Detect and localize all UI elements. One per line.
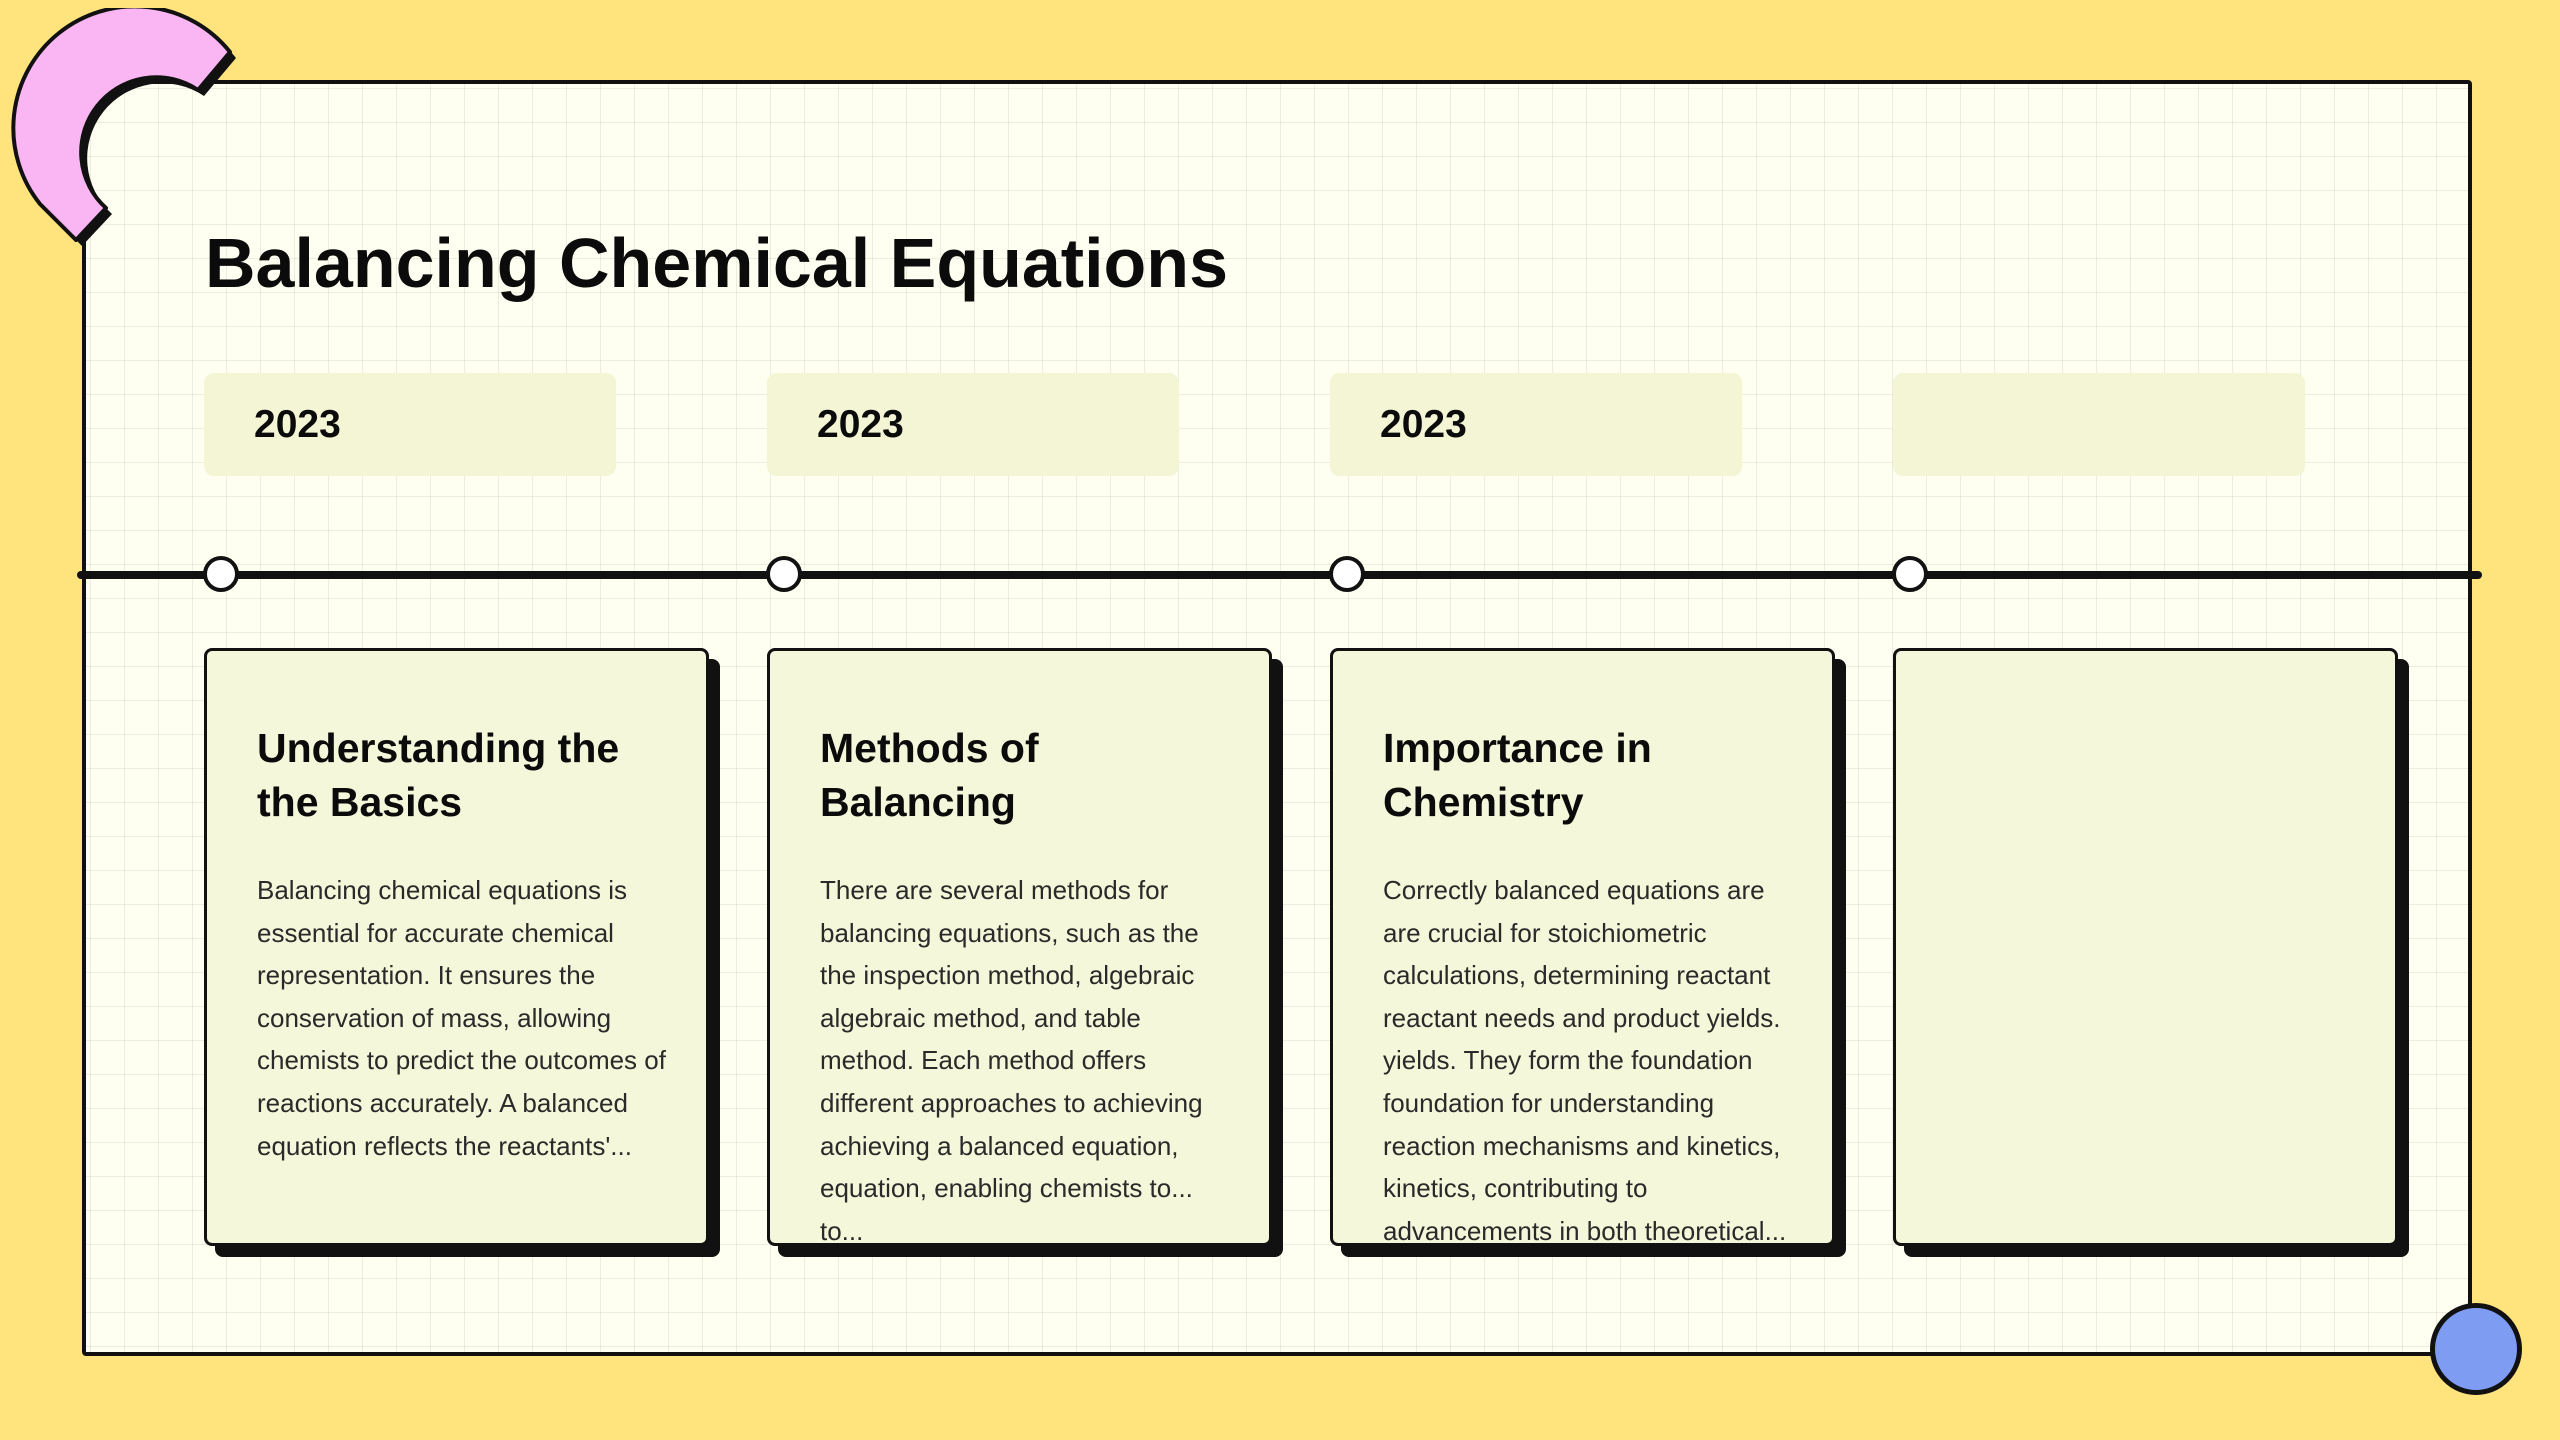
event-card-title: Understanding the the Basics [257,725,620,825]
year-tag-1: 2023 [204,373,616,476]
event-card-title: Importance in Chemistry [1383,725,1652,825]
timeline-dot-2 [766,556,802,592]
event-card-text: Balancing chemical equations is essential for accurate chemical representation. It ensures the conservation of mass, allowing chemists to predict the outcomes of reactions accurately. A balanced equation reflects the reactants'... [257,875,666,1161]
timeline-dot-1 [203,556,239,592]
event-card-4 [1893,648,2398,1246]
year-tag-2: 2023 [767,373,1179,476]
timeline-dot-4 [1892,556,1928,592]
slide-title: Balancing Chemical Equations [205,224,1228,302]
timeline-line [77,571,2482,579]
event-card-title: Methods of Balancing [820,725,1039,825]
year-tag-3: 2023 [1330,373,1742,476]
blue-circle-decoration-icon [2430,1303,2522,1395]
event-card-text: There are several methods for balancing equations, such as the the inspection method, algebraic algebraic method, and table method. Each method offers different approaches to achieving achieving a balanced equation, equation, enabling chemists to... to... [820,875,1203,1246]
event-card-text: Correctly balanced equations are are crucial for stoichiometric calculations, determining reactant reactant needs and product yields. yields. They form the foundation foundation for understanding reaction mechanisms and kinetics, kinetics, contributing to advancements in both theoretical... [1383,875,1787,1246]
pink-arc-decoration-icon [10,8,240,248]
year-tag-4 [1893,373,2305,476]
event-card-2 [767,648,1272,1246]
event-card-3 [1330,648,1835,1246]
timeline-dot-3 [1329,556,1365,592]
event-card-1 [204,648,709,1246]
